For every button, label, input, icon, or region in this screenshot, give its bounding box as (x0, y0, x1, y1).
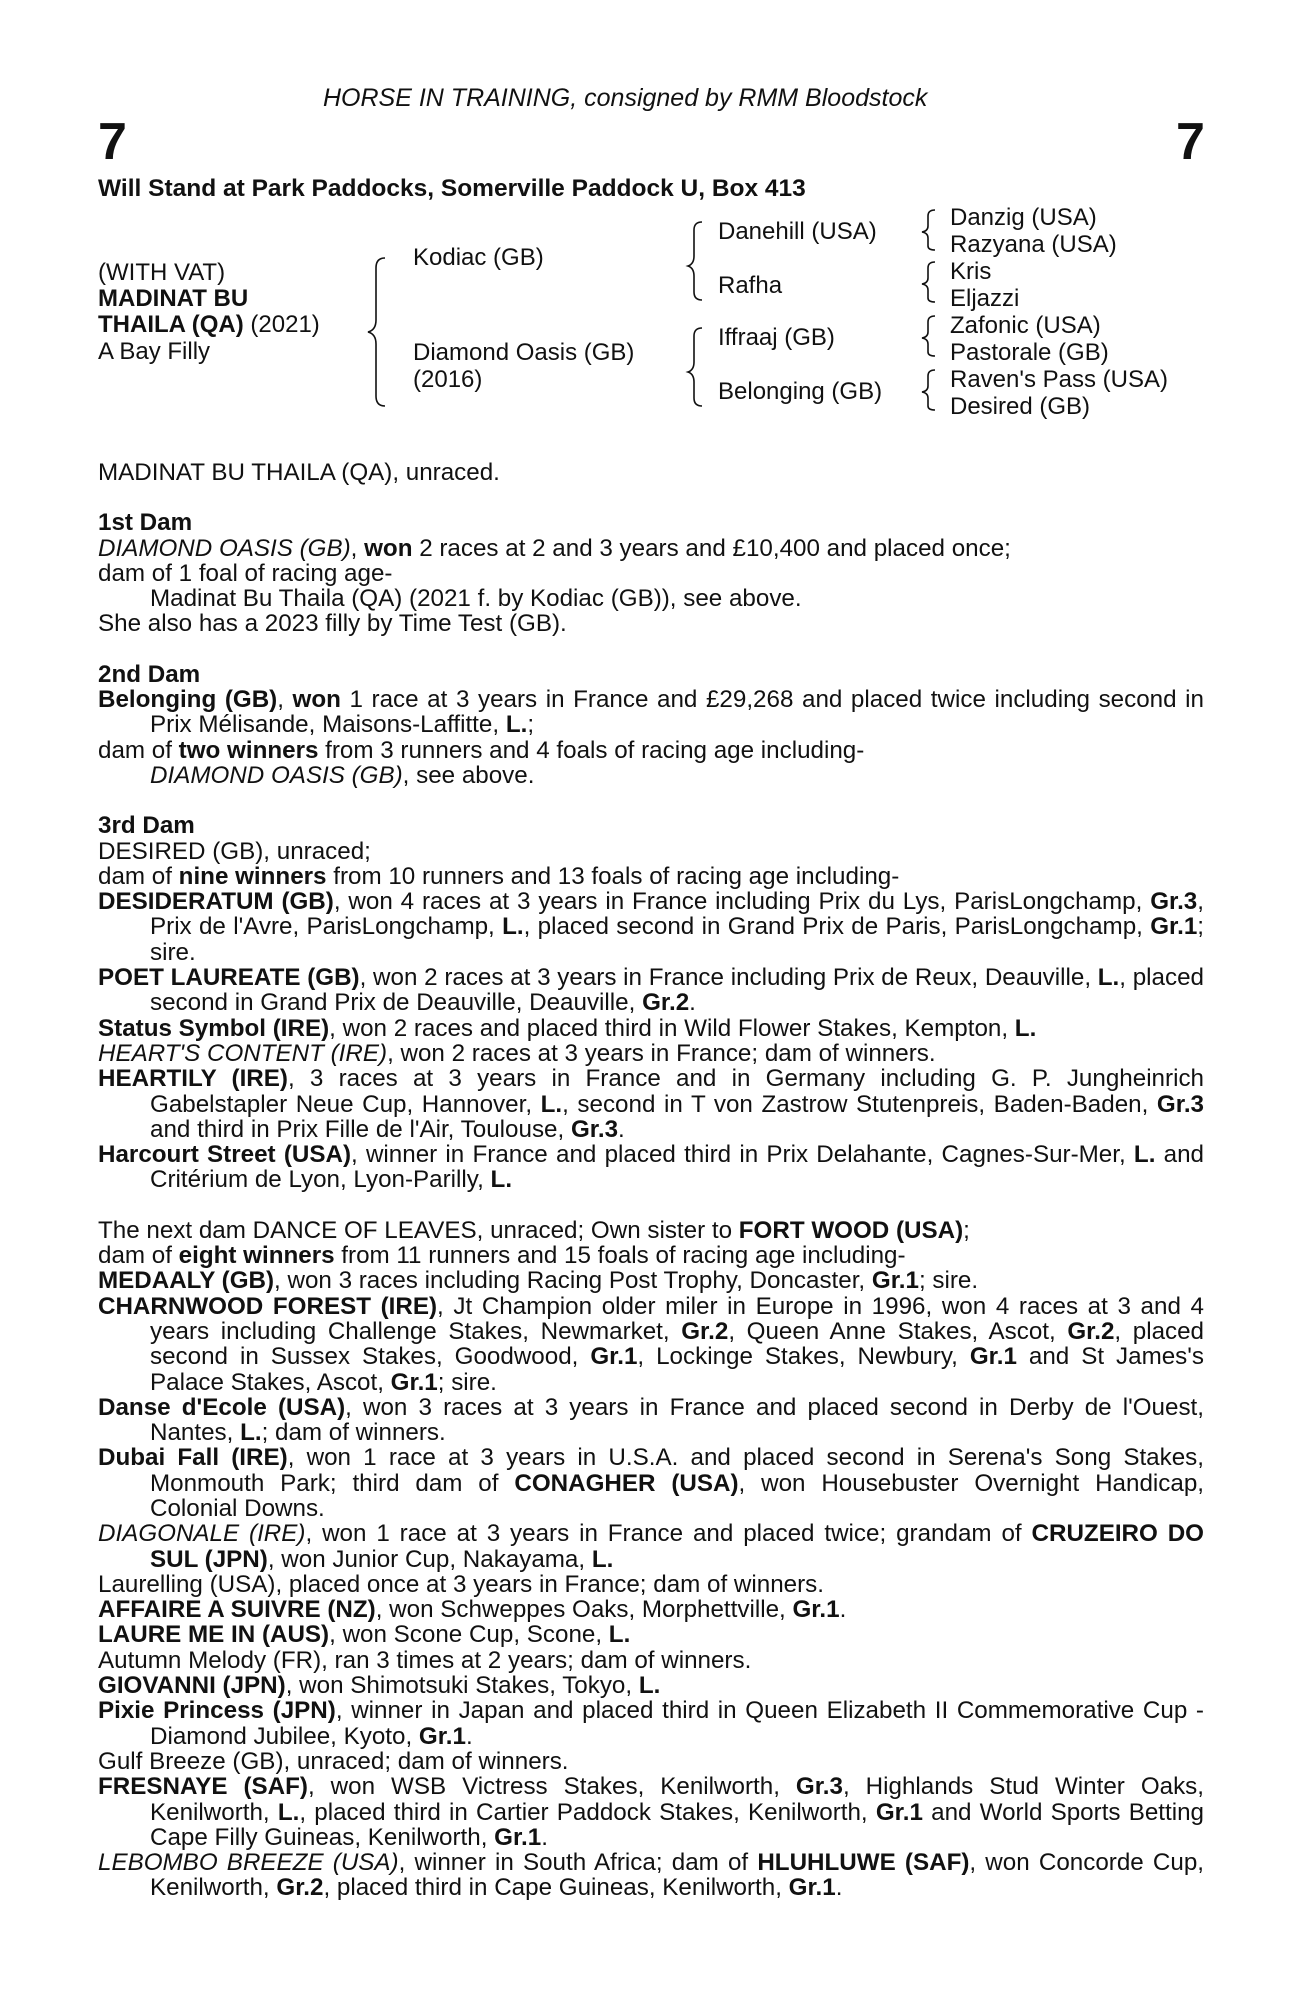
pedigree-g8: Desired (GB) (950, 393, 1091, 420)
progeny-entry: FRESNAYE (SAF), won WSB Victress Stakes, Kenilworth, Gr.3, Highlands Stud Winter Oaks, Kenilworth, L., placed third in Cartier Paddock Stakes, Kenilworth, Gr.1 and World Sports Betting Cape Filly Guineas, Kenilworth, Gr.1. (98, 1773, 1205, 1851)
progeny-entry: Laurelling (USA), placed once at 3 years in France; dam of winners. (98, 1570, 824, 1598)
pedigree-dam: Diamond Oasis (GB) (413, 339, 635, 366)
pedigree-g1: Danzig (USA) (950, 204, 1097, 231)
progeny-entry: HEARTILY (IRE), 3 races at 3 years in France and in Germany including G. P. Jungheinrich Gabelstapler Neue Cup, Hannover, L., second in T von Zastrow Stutenpreis, Baden-Baden, Gr.3 and third in Prix Fille de l'Air, Toulouse, Gr.3. (98, 1065, 1204, 1143)
pedigree-g6: Pastorale (GB) (950, 339, 1109, 366)
brace-main (368, 258, 385, 406)
next-dam-produce: dam of eight winners from 11 runners and 15 foals of racing age including- (98, 1242, 906, 1270)
first-dam-note: She also has a 2023 filly by Time Test (GB). (98, 610, 567, 638)
next-dam-entry: The next dam DANCE OF LEAVES, unraced; Own sister to FORT WOOD (USA); (98, 1216, 970, 1244)
first-dam-foal: Madinat Bu Thaila (QA) (2021 f. by Kodiac (GB)), see above. (150, 585, 802, 613)
progeny-entry: DIAGONALE (IRE), won 1 race at 3 years in France and placed twice; grandam of CRUZEIRO DO SUL (JPN), won Junior Cup, Nakayama, L. (98, 1520, 1204, 1573)
progeny-entry: LEBOMBO BREEZE (USA), winner in South Africa; dam of HLUHLUWE (SAF), won Concorde Cup, Kenilworth, Gr.2, placed third in Cape Guineas, Kenilworth, Gr.1. (98, 1849, 1205, 1902)
progeny-entry: Status Symbol (IRE), won 2 races and placed third in Wild Flower Stakes, Kempton, L. (98, 1014, 1037, 1042)
stand-location: Will Stand at Park Paddocks, Somerville Paddock U, Box 413 (98, 175, 806, 202)
progeny-entry: LAURE ME IN (AUS), won Scone Cup, Scone, L. (98, 1621, 631, 1649)
third-dam-produce: dam of nine winners from 10 runners and 13 foals of racing age including- (98, 862, 900, 890)
pedigree-g5: Zafonic (USA) (950, 312, 1101, 339)
progeny-entry: Gulf Breeze (GB), unraced; dam of winners. (98, 1747, 569, 1775)
pedigree-g3: Kris (950, 258, 992, 285)
pedigree-g4: Eljazzi (950, 285, 1020, 312)
race-record: MADINAT BU THAILA (QA), unraced. (98, 459, 500, 486)
progeny-entry: DESIDERATUM (GB), won 4 races at 3 years in France including Prix du Lys, ParisLongchamp, Gr.3, Prix de l'Avre, ParisLongchamp, L., placed second in Grand Prix de Paris, ParisLongchamp, Gr.1; sire. (98, 888, 1205, 966)
pedigree-sire: Kodiac (GB) (413, 244, 544, 271)
page-header: HORSE IN TRAINING, consigned by RMM Bloodstock (323, 84, 928, 112)
pedigree-dam-sire: Iffraaj (GB) (718, 324, 835, 351)
pedigree-dam-dam: Belonging (GB) (718, 378, 883, 405)
brace-dam (688, 328, 702, 406)
pedigree-dam-year: (2016) (413, 366, 483, 393)
horse-name-line1: MADINAT BU (98, 285, 249, 312)
progeny-entry: Autumn Melody (FR), ran 3 times at 2 years; dam of winners. (98, 1646, 752, 1674)
second-dam-produce: dam of two winners from 3 runners and 4 foals of racing age including- (98, 736, 865, 764)
first-dam-produce: dam of 1 foal of racing age- (98, 559, 393, 587)
horse-description: A Bay Filly (98, 338, 211, 365)
catalogue-body (98, 460, 1204, 1901)
first-dam-heading: 1st Dam (98, 509, 193, 537)
progeny-entry: Pixie Princess (JPN), winner in Japan and placed third in Queen Elizabeth II Commemorative Cup - Diamond Jubilee, Kyoto, Gr.1. (98, 1697, 1204, 1750)
progeny-entry: GIOVANNI (JPN), won Shimotsuki Stakes, Tokyo, L. (98, 1672, 661, 1700)
second-dam-entry: Belonging (GB), won 1 race at 3 years in France and £29,268 and placed twice including second in Prix Mélisande, Maisons-Laffitte, L.; (98, 686, 1204, 739)
second-dam-foal: DIAMOND OASIS (GB), see above. (150, 761, 535, 789)
pedigree-sire-sire: Danehill (USA) (718, 218, 877, 245)
third-dam-heading: 3rd Dam (98, 812, 195, 840)
pedigree-g7: Raven's Pass (USA) (950, 366, 1168, 393)
progeny-entry: POET LAUREATE (GB), won 2 races at 3 years in France including Prix de Reux, Deauville, L., placed second in Grand Prix de Deauville, Deauville, Gr.2. (98, 964, 1205, 1017)
pedigree-g2: Razyana (USA) (950, 231, 1117, 258)
pedigree-sire-dam: Rafha (718, 272, 783, 299)
first-dam-entry: DIAMOND OASIS (GB), won 2 races at 2 and 3 years and £10,400 and placed once; (98, 534, 1011, 562)
brace-sire (688, 222, 702, 300)
third-dam-entry: DESIRED (GB), unraced; (98, 837, 371, 865)
lot-number-left: 7 (98, 113, 127, 171)
progeny-entry: Dubai Fall (IRE), won 1 race at 3 years in U.S.A. and placed second in Serena's Song Stakes, Monmouth Park; third dam of CONAGHER (USA), won Housebuster Overnight Handicap, Colonial Downs. (98, 1444, 1205, 1522)
vat-note: (WITH VAT) (98, 259, 226, 286)
progeny-entry: AFFAIRE A SUIVRE (NZ), won Schweppes Oaks, Morphettville, Gr.1. (98, 1596, 847, 1624)
progeny-entry: Harcourt Street (USA), winner in France and placed third in Prix Delahante, Cagnes-Sur-Mer, L. and Critérium de Lyon, Lyon-Parilly, L. (98, 1141, 1205, 1194)
progeny-entry: Danse d'Ecole (USA), won 3 races at 3 years in France and placed second in Derby de l'Ouest, Nantes, L.; dam of winners. (98, 1393, 1204, 1447)
progeny-entry: CHARNWOOD FOREST (IRE), Jt Champion older miler in Europe in 1996, won 4 races at 3 and 4 years including Challenge Stakes, Newmarket, Gr.2, Queen Anne Stakes, Ascot, Gr.2, placed second in Sussex Stakes, Goodwood, Gr.1, Lockinge Stakes, Newbury, Gr.1 and St James's Palace Stakes, Ascot, Gr.1; sire. (98, 1292, 1205, 1396)
second-dam-heading: 2nd Dam (98, 660, 201, 688)
horse-name-line2: THAILA (QA) (2021) (98, 311, 320, 338)
progeny-entry: MEDAALY (GB), won 3 races including Racing Post Trophy, Doncaster, Gr.1; sire. (98, 1267, 979, 1295)
progeny-entry: HEART'S CONTENT (IRE), won 2 races at 3 years in France; dam of winners. (98, 1039, 936, 1067)
lot-number-right: 7 (1176, 113, 1205, 171)
